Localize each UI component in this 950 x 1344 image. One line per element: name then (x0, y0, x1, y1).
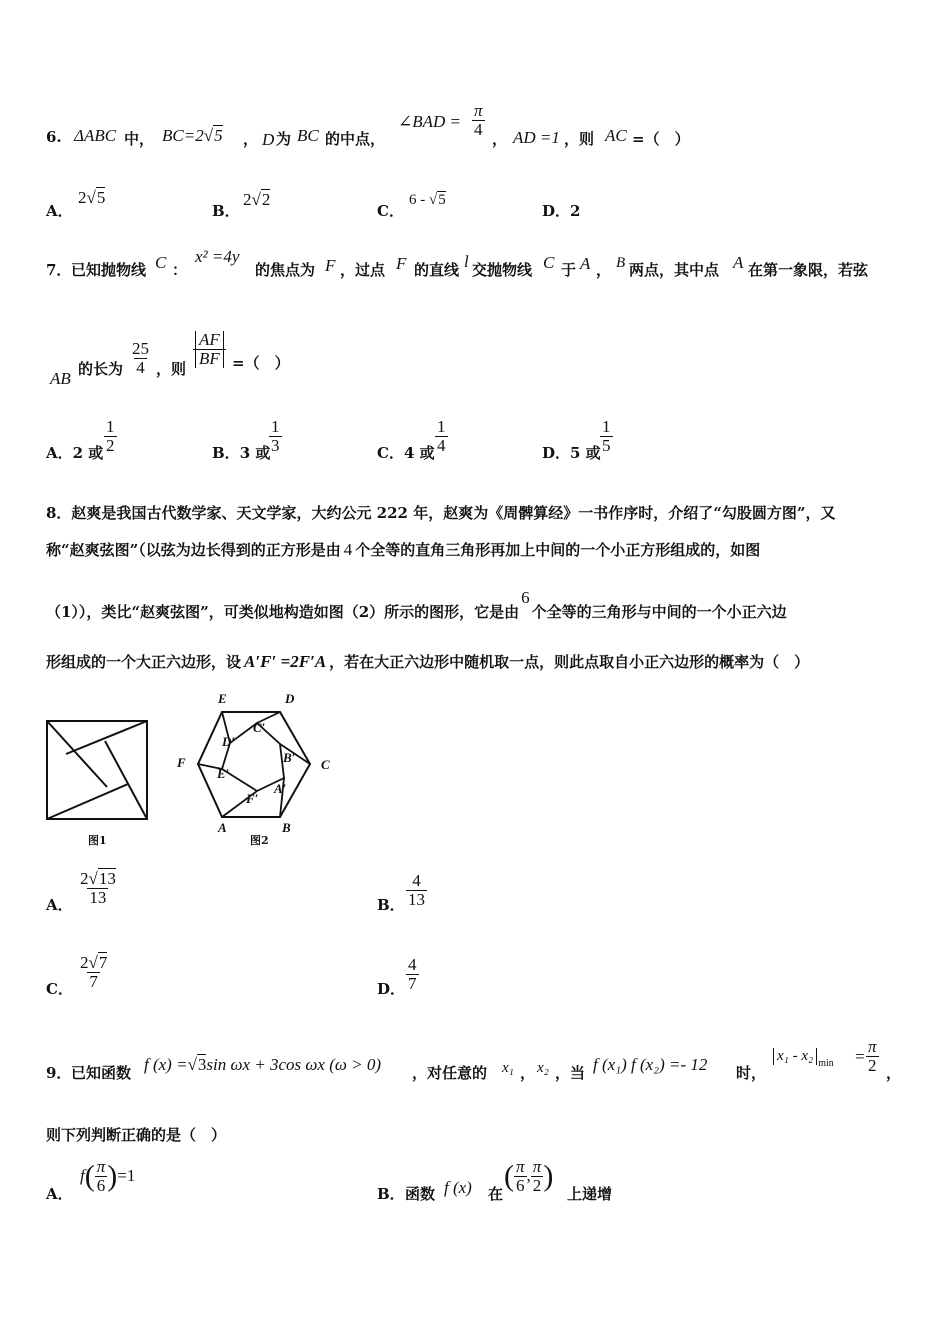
q7-f2: F (396, 254, 407, 273)
fig1-seg (47, 721, 107, 787)
q9-text: ， (520, 1064, 536, 1082)
q8-line-3: （1）），类比“赵爽弦图”，可类似地构造如图（2）所示的图形，它是由6个全等的三角形与中间的一个小正六边 (46, 588, 787, 621)
q9-option-b-text: 在 (488, 1185, 504, 1203)
q6-option-d[interactable]: D．2 (542, 202, 581, 220)
q9-text: 时， (736, 1064, 767, 1082)
fig2-label-dp: D′ (222, 734, 236, 749)
fig2-label-a: A (218, 820, 227, 835)
q8-option-c[interactable]: C． (46, 980, 73, 998)
figure-2-caption: 图2 (250, 834, 269, 847)
q6-text: =（ ） (632, 130, 690, 148)
q8-option-a-frac: $\frac{2√13}{13}$ (80, 869, 116, 907)
q6-pi-over-4: $\frac{\pi}{4}$ (474, 101, 483, 139)
q7-equation: x² =4y (195, 247, 240, 266)
q9-text: ，对任意的 (412, 1064, 488, 1082)
q8-line-2: 称“赵爽弦图”（以弦为边长得到的正方形是由 4 个全等的直角三角形再加上中间的一个小正方形组成的，如图 (46, 540, 761, 559)
q9-line-2: 则下列判断正确的是（ ） (46, 1126, 227, 1144)
q7-option-d[interactable]: D．5 或 (542, 444, 601, 462)
q9-option-b-interval: ( $\frac{\pi}{6}$ , $\frac{\pi}{2}$ ) (504, 1157, 554, 1195)
fig2-label-c: C (321, 757, 330, 772)
fig2-label-d: D (285, 691, 295, 706)
q7-c: C (155, 253, 167, 272)
q9-option-a[interactable]: A． (46, 1185, 73, 1203)
q6-option-b[interactable]: B． (212, 202, 240, 220)
q7-text: 于 (561, 261, 577, 279)
q7-a2: A (733, 253, 744, 272)
q7-c2: C (543, 253, 555, 272)
q6-option-c-value: 6 - √5 (409, 192, 446, 208)
q6-text: 为 (276, 130, 292, 148)
figure-1-caption: 图1 (88, 834, 107, 847)
q9-option-b-func: f (x) (444, 1178, 472, 1197)
q7-a: A (580, 254, 591, 273)
q7-option-b-frac: $\frac{1}{3}$ (271, 417, 280, 455)
q7-text: 在第一象限，若弦 (748, 261, 869, 279)
q9-function: f (x) =√3sin ωx + 3cos ωx (ω > 0) (144, 1055, 382, 1074)
q6-text: 中， (124, 130, 155, 148)
q7-text: ， (596, 261, 612, 279)
q7-option-a-frac: $\frac{1}{2}$ (106, 417, 115, 455)
fig2-label-cp: C′ (253, 720, 266, 735)
q9-product: f (x₁) f (x₂) =- 12 (593, 1055, 708, 1074)
q8-option-b-frac: $\frac{4}{13}$ (408, 871, 425, 909)
q9-option-b-text: 上递增 (567, 1185, 613, 1203)
fig1-seg (47, 784, 128, 819)
q9-option-b-text: 函数 (405, 1185, 436, 1203)
q9-x1: x₁ (502, 1060, 514, 1076)
fig2-label-e: E (218, 691, 227, 706)
q6-text: ， (243, 130, 259, 148)
q9-x2: x₂ (537, 1060, 549, 1076)
fig2-label-fp: F′ (246, 791, 259, 806)
fig1-seg (66, 721, 147, 754)
q6-bc: BC=2√5 (162, 126, 223, 145)
q7-number: 7． (46, 261, 72, 279)
q9-pi-over-2: $\frac{\pi}{2}$ (868, 1037, 877, 1075)
q6-option-a-value: 2√5 (78, 188, 106, 207)
q6-bc2: BC (297, 126, 319, 145)
q7-text: 的焦点为 (255, 261, 316, 279)
q9-number: 9． (46, 1064, 72, 1082)
q7-text: ： (172, 261, 188, 279)
q7-option-a[interactable]: A．2 或 (46, 444, 104, 462)
q9-option-b[interactable]: B． (377, 1185, 405, 1203)
q6-text: ，则 (564, 130, 595, 148)
q9-eq: = (855, 1047, 865, 1066)
q7-ab: AB (50, 369, 71, 388)
q6-ac: AC (605, 126, 627, 145)
q7-text: 已知抛物线 (71, 261, 147, 279)
fig2-label-f: F (177, 755, 186, 770)
q6-ad: AD =1 (513, 128, 560, 147)
q6-text: 的中点， (325, 130, 386, 148)
fig2-label-ap: A′ (274, 781, 287, 796)
q8-line-1: 8．赵爽是我国古代数学家、天文学家，大约公元 222 年，赵爽为《周髀算经》一书作序时，介绍了“勾股圆方图”，又 (46, 504, 836, 522)
q7-text: 交抛物线 (472, 261, 533, 279)
q8-option-a[interactable]: A． (46, 896, 73, 914)
q9-text: 已知函数 (71, 1064, 132, 1082)
figure-1-diagram (40, 714, 155, 822)
q7-text: =（ ） (232, 354, 290, 372)
q6-option-b-value: 2√2 (243, 190, 271, 209)
q9-min-diff: x₁ - x₂ $_{min}$ (773, 1045, 834, 1069)
q9-text: ， (886, 1064, 902, 1082)
q6-option-a[interactable]: A． (46, 202, 73, 220)
q7-text: 的直线 (414, 261, 460, 279)
q7-option-b[interactable]: B．3 或 (212, 444, 271, 462)
q7-option-c-frac: $\frac{1}{4}$ (437, 417, 446, 455)
q8-option-d[interactable]: D． (377, 980, 406, 998)
q8-line-4: 形组成的一个大正六边形，设 A′F′ =2F′A ，若在大正六边形中随机取一点，则此点取自小正六边形的概率为（ ） (46, 652, 810, 671)
q6-angle: ∠BAD = (398, 112, 462, 131)
q8-option-c-frac: $\frac{2√7}{7}$ (80, 953, 108, 991)
q6-triangle: ΔABC (74, 126, 117, 145)
q7-option-d-frac: $\frac{1}{5}$ (602, 417, 611, 455)
q7-ratio: $\frac{AF}{BF}$ (193, 331, 226, 368)
q7-text: ，过点 (340, 261, 386, 279)
q7-f: F (325, 256, 336, 275)
fig2-label-ep: E′ (217, 766, 230, 781)
q7-b: B (616, 255, 626, 271)
fig2-label-b: B (282, 820, 291, 835)
q7-text: ，则 (156, 360, 187, 378)
q8-option-d-frac: $\frac{4}{7}$ (408, 955, 417, 993)
q7-text: 的长为 (78, 360, 124, 378)
q7-fraction-25-4: $\frac{25}{4}$ (132, 339, 149, 377)
q9-text: ，当 (555, 1064, 586, 1082)
fig1-outer-square (47, 721, 147, 819)
q6-text: ， (492, 130, 508, 148)
q7-l: l (464, 252, 469, 271)
q6-d: D (262, 130, 275, 149)
q6-number: 6. (46, 128, 62, 146)
q6-option-c[interactable]: C． (377, 202, 404, 220)
fig1-seg (105, 741, 147, 819)
fig2-label-bp: B′ (283, 750, 296, 765)
q7-option-c[interactable]: C．4 或 (377, 444, 435, 462)
q8-option-b[interactable]: B． (377, 896, 405, 914)
q7-text: 两点，其中点 (629, 261, 720, 279)
q9-option-a-expr: f( $\frac{\pi}{6}$ )=1 (80, 1157, 136, 1195)
